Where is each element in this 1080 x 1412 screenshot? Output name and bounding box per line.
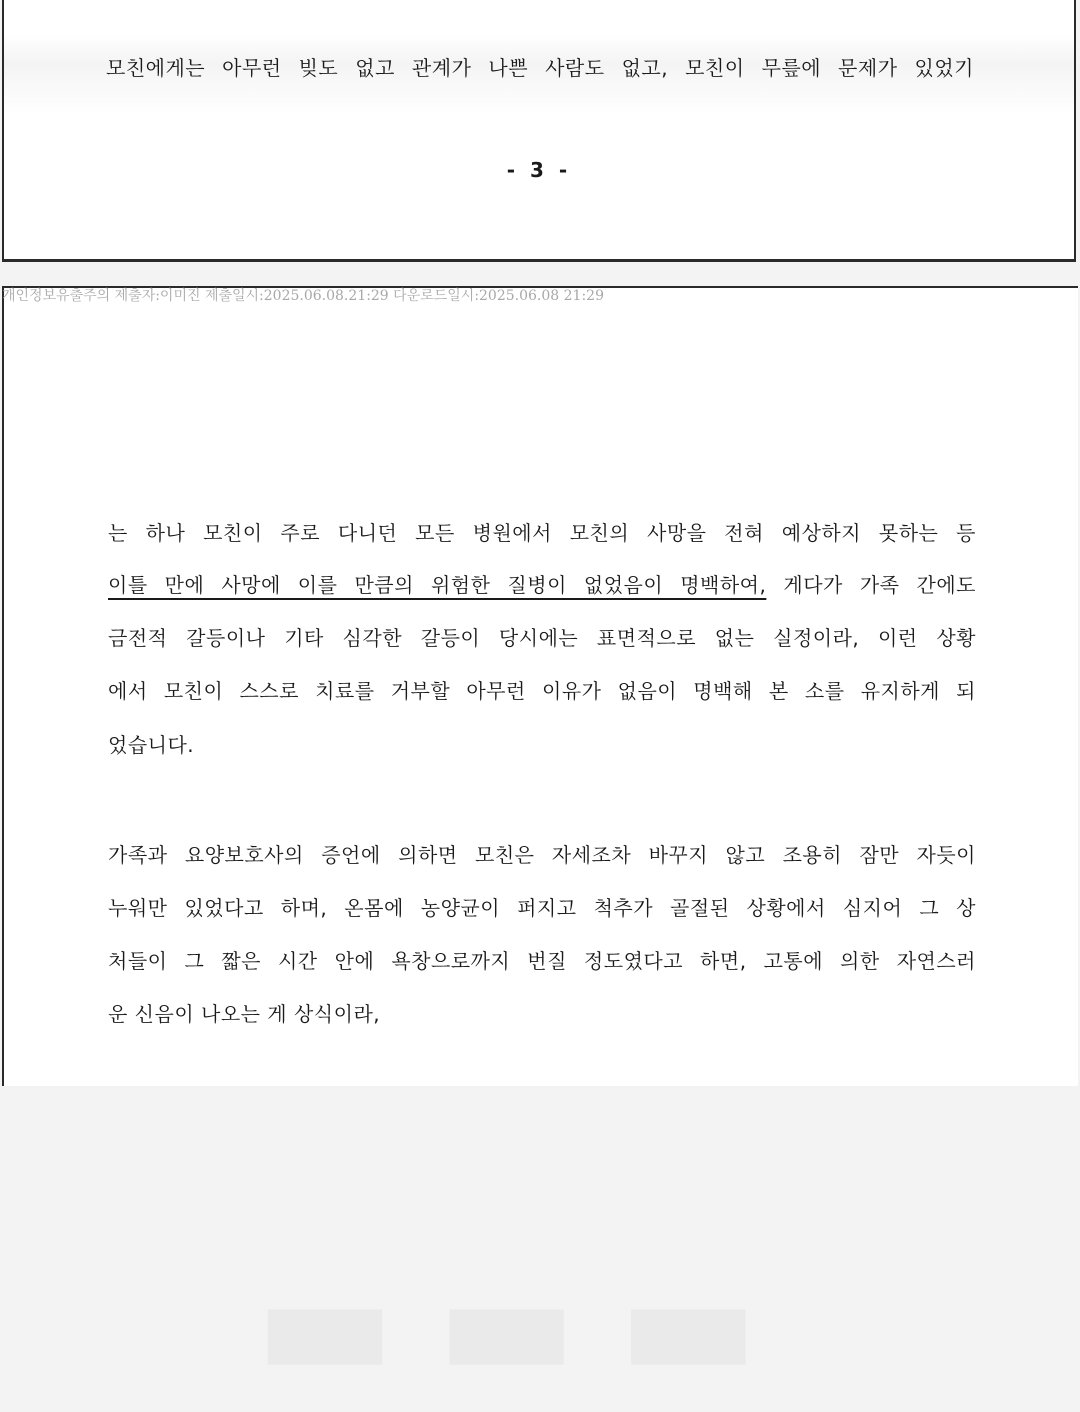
document-page-top xyxy=(2,0,1076,262)
paragraph-1-line-2 xyxy=(108,571,976,599)
paragraph-1-line-5: 었습니다. xyxy=(108,733,195,757)
paragraph-2-line-2: 누워만 있었다고 하며, 온몸에 농양균이 퍼지고 척추가 골절된 상황에서 심지어 그 상 xyxy=(108,896,976,920)
background-stamp-watermark xyxy=(254,1238,799,1412)
page-number: - 3 - xyxy=(506,158,572,182)
paragraph-2-line-4: 운 신음이 나오는 게 상식이라, xyxy=(108,1002,381,1026)
paragraph-1-line-3: 금전적 갈등이나 기타 심각한 갈등이 당시에는 표면적으로 없는 실정이라, 이런 상황 xyxy=(108,626,976,650)
underlined-emphasis: 이틀 만에 사망에 이를 만큼의 위험한 질병이 없었음이 명백하여, xyxy=(108,573,767,597)
line-2-rest: 게다가 가족 간에도 xyxy=(766,573,976,597)
paragraph-2-line-3: 처들이 그 짧은 시간 안에 욕창으로까지 번질 정도였다고 하면, 고통에 의한 자연스러 xyxy=(108,949,976,973)
download-watermark-header: 개인정보유출주의 제출자:이미진 제출일시:2025.06.08.21:29 다운로드일시:2025.06.08 21:29 xyxy=(2,288,604,304)
paragraph-2-line-1: 가족과 요양보호사의 증언에 의하면 모친은 자세조차 바꾸지 않고 조용히 잠만 자듯이 xyxy=(108,843,976,867)
paragraph-1-line-1: 는 하나 모친이 주로 다니던 모든 병원에서 모친의 사망을 전혀 예상하지 못하는 등 xyxy=(108,521,976,545)
paragraph-1-line-4: 에서 모친이 스스로 치료를 거부할 아무런 이유가 없음이 명백해 본 소를 유지하게 되 xyxy=(108,679,976,703)
body-text-line: 모친에게는 아무런 빚도 없고 관계가 나쁜 사람도 없고, 모친이 무릎에 문제가 있었기 xyxy=(106,56,974,80)
document-page-bottom xyxy=(2,286,1078,1086)
